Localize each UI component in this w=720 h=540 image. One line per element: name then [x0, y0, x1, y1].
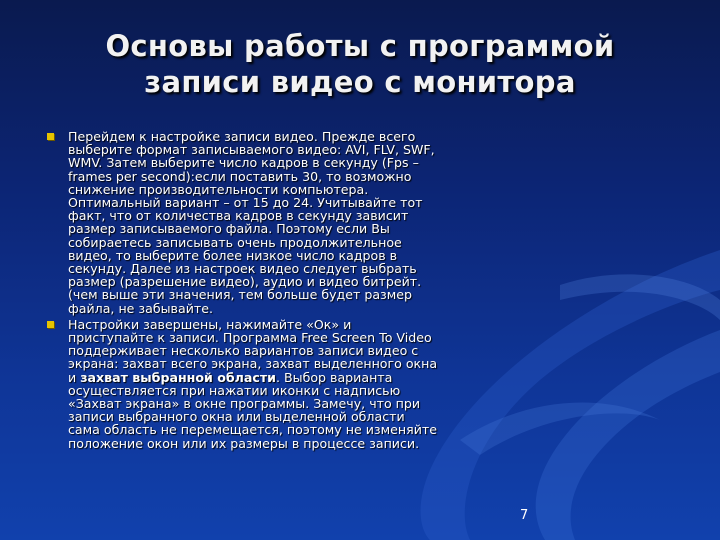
bullet-item-2	[44, 318, 439, 450]
bullet-text-2-bold: захват выбранной области	[80, 369, 276, 385]
bullet-text-2b: . Выбор варианта осуществляется при нажатии иконки с надписью «Захват экрана» в окне программы. Замечу, что при записи выбранного окна или выделенной области сама область не перемещается, поэтому не изменяйте положение окон или их размеры в процессе записи.	[68, 369, 437, 451]
page-number: 7	[520, 508, 529, 523]
title-line-1: Основы работы с программой	[105, 29, 615, 63]
slide-body	[44, 130, 439, 453]
bullet-text-2a: Настройки завершены, нажимайте «Ок» и приступайте к записи. Программа Free Screen To Video поддерживает несколько вариантов записи видео с экрана: захват всего экрана, захват выделенного окна и	[68, 316, 438, 385]
square-bullet-icon	[47, 321, 54, 328]
title-line-2: записи видео с монитора	[144, 65, 576, 99]
bullet-text-1: Перейдем к настройке записи видео. Прежде всего выберите формат записываемого видео: AVI, FLV, SWF, WMV. Затем выберите число кадров в секунду (Fps – frames per second):если поставить 30, то возможно снижение производительности компьютера. Оптимальный вариант – от 15 до 24. Учитывайте тот факт, что от количества кадров в секунду зависит размер записываемого файла. Поэтому если Вы собираетесь записывать очень продолжительное видео, то выберите более низкое число кадров в секунду. Далее из настроек видео следует выбрать размер (разрешение видео), аудио и видео битрейт. (чем выше эти значения, тем больше будет размер файла, не забывайте.	[68, 129, 435, 316]
slide-title	[40, 28, 680, 100]
square-bullet-icon	[47, 133, 54, 140]
bullet-item-1	[44, 130, 439, 315]
